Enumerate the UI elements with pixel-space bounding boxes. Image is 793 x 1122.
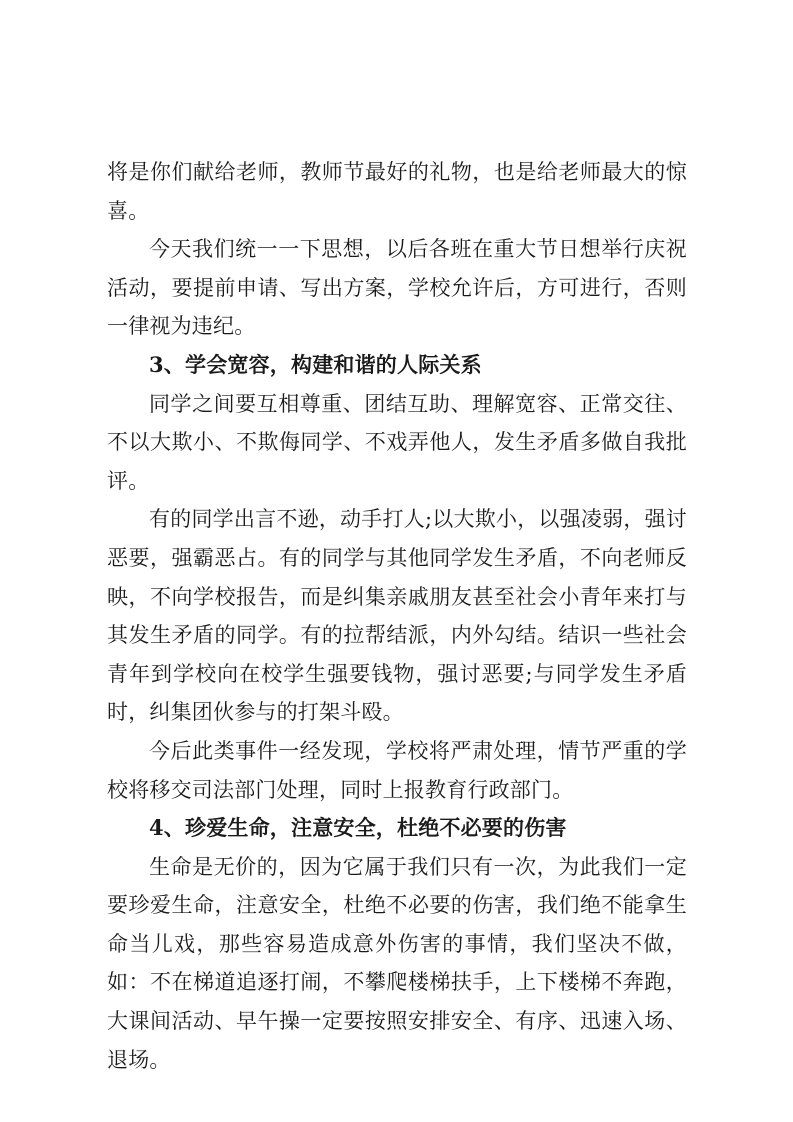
section-heading-4: 4、珍爱生命，注意安全，杜绝不必要的伤害 <box>149 815 567 841</box>
paragraph-continuation: 将是你们献给老师，教师节最好的礼物，也是给老师最大的惊喜。 <box>107 160 687 223</box>
paragraph-mutual-respect: 同学之间要互相尊重、团结互助、理解宽容、正常交往、不以大欺小、不欺侮同学、不戏弄他人，发生矛盾多做自我批评。 <box>107 391 687 493</box>
paragraph-consequences: 今后此类事件一经发现，学校将严肃处理，情节严重的学校将移交司法部门处理，同时上报教育行政部门。 <box>107 738 687 802</box>
document-body <box>107 153 687 1079</box>
paragraph-cherish-life: 生命是无价的，因为它属于我们只有一次，为此我们一定要珍爱生命，注意安全，杜绝不必要的伤害，我们绝不能拿生命当儿戏，那些容易造成意外伤害的事情，我们坚决不做，如：不在梯道追逐打闹，不攀爬楼梯扶手，上下楼梯不奔跑，大课间活动、早午操一定要按照安排安全、有序、迅速入场、退场。 <box>107 854 687 1072</box>
paragraph-unified-thinking: 今天我们统一一下思想，以后各班在重大节日想举行庆祝活动，要提前申请、写出方案，学校允许后，方可进行，否则一律视为违纪。 <box>107 237 687 339</box>
paragraph-bad-behaviors: 有的同学出言不逊，动手打人;以大欺小，以强凌弱，强讨恶要，强霸恶占。有的同学与其他同学发生矛盾，不向老师反映，不向学校报告，而是纠集亲戚朋友甚至社会小青年来打与其发生矛盾的同学。有的拉帮结派，内外勾结。结识一些社会青年到学校向在校学生强要钱物，强讨恶要;与同学发生矛盾时，纠集团伙参与的打架斗殴。 <box>107 507 687 725</box>
section-heading-3: 3、学会宽容，构建和谐的人际关系 <box>149 351 482 377</box>
